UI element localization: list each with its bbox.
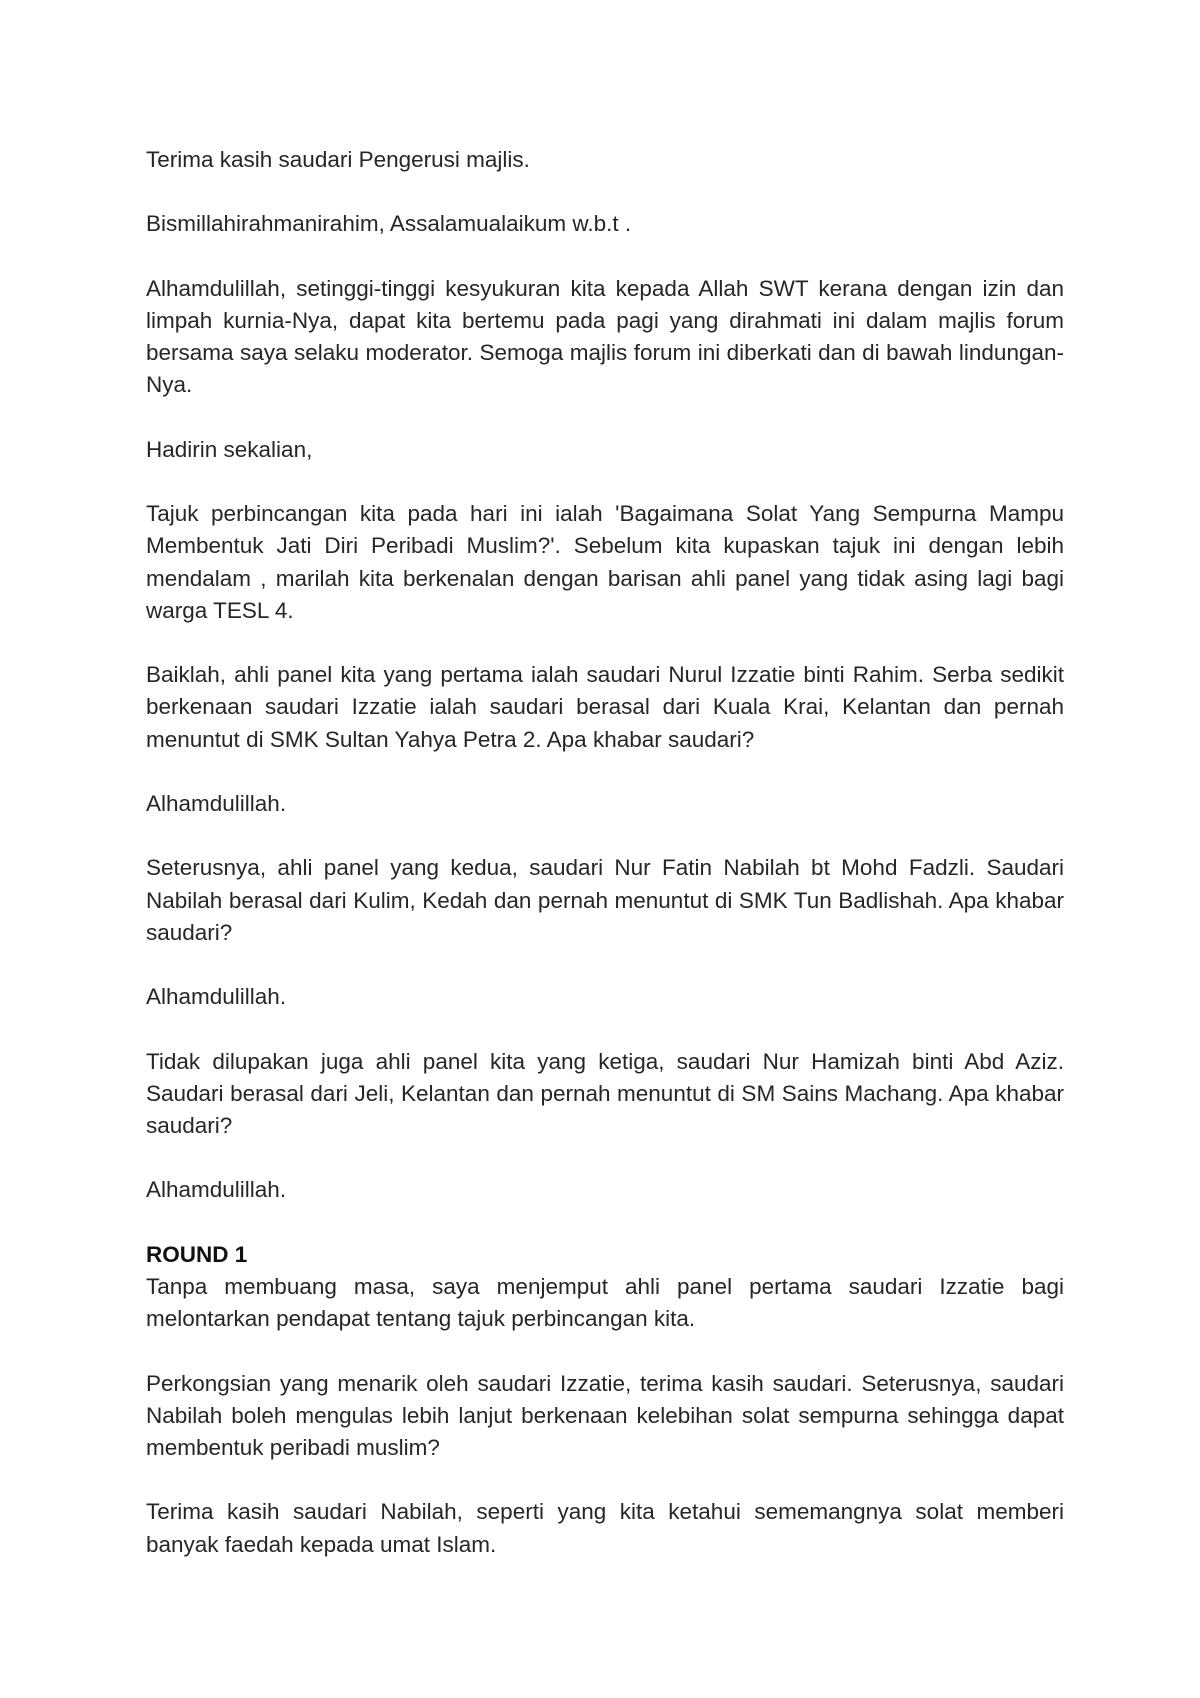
paragraph-response-three: Alhamdulillah. — [146, 1177, 287, 1203]
round-paragraph-benefits: Terima kasih saudari Nabilah, seperti yang kita ketahui sememangnya solat memberi banyak faedah kepada umat Islam. — [146, 1499, 1064, 1557]
round-heading: ROUND 1 — [146, 1241, 248, 1267]
paragraph-audience-address: Hadirin sekalian, — [146, 436, 313, 462]
round-paragraph-invite: Tanpa membuang masa, saya menjemput ahli panel pertama saudari Izzatie bagi melontarkan pendapat tentang tajuk perbincangan kita. — [146, 1273, 1064, 1332]
paragraph-response-one: Alhamdulillah. — [146, 790, 287, 816]
document-page — [146, 144, 1064, 1593]
round-paragraph-followup: Perkongsian yang menarik oleh saudari Izzatie, terima kasih saudari. Seterusnya, saudari Nabilah boleh mengulas lebih lanjut berkenaan kelebihan solat sempurna sehingga dapat membentuk peribadi muslim? — [146, 1370, 1064, 1460]
paragraph-response-two: Alhamdulillah. — [146, 984, 287, 1010]
paragraph-thanks-chairperson: Terima kasih saudari Pengerusi majlis. — [146, 147, 530, 172]
paragraph-topic: Tajuk perbincangan kita pada hari ini ialah 'Bagaimana Solat Yang Sempurna Mampu Membentuk Jati Diri Peribadi Muslim?'. Sebelum kita kupaskan tajuk ini dengan lebih mendalam , marilah kita berkenalan dengan barisan ahli panel yang tidak asing lagi bagi warga TESL 4. — [146, 501, 1064, 623]
paragraph-panel-one: Baiklah, ahli panel kita yang pertama ialah saudari Nurul Izzatie binti Rahim. Serba sedikit berkenaan saudari Izzatie ialah saudari berasal dari Kuala Krai, Kelantan dan pernah menuntut di SMK Sultan Yahya Petra 2. Apa khabar saudari? — [146, 662, 1064, 752]
paragraph-opening: Alhamdulillah, setinggi-tinggi kesyukuran kita kepada Allah SWT kerana dengan izin dan limpah kurnia-Nya, dapat kita bertemu pada pagi yang dirahmati ini dalam majlis forum bersama saya selaku moderator. Semoga majlis forum ini diberkati dan di bawah lindungan-Nya. — [146, 275, 1064, 398]
paragraph-panel-two: Seterusnya, ahli panel yang kedua, saudari Nur Fatin Nabilah bt Mohd Fadzli. Saudari Nabilah berasal dari Kulim, Kedah dan pernah menuntut di SMK Tun Badlishah. Apa khabar saudari? — [146, 855, 1064, 945]
paragraph-panel-three: Tidak dilupakan juga ahli panel kita yang ketiga, saudari Nur Hamizah binti Abd Aziz. Saudari berasal dari Jeli, Kelantan dan pernah menuntut di SM Sains Machang. Apa khabar saudari? — [146, 1048, 1064, 1138]
paragraph-greeting: Bismillahirahmanirahim, Assalamualaikum w.b.t . — [146, 211, 632, 237]
